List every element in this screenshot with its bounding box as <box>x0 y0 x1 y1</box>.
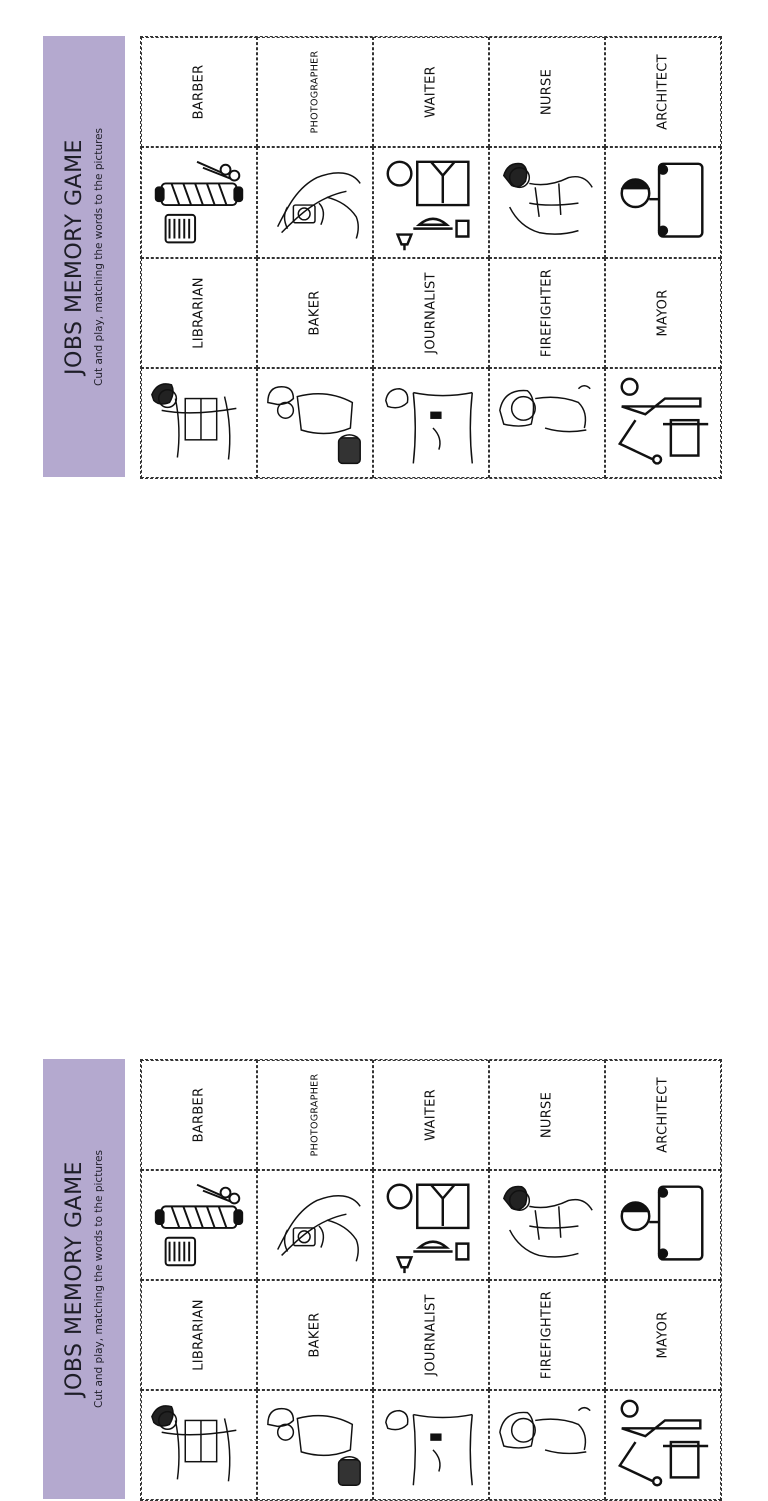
baker-cake-icon <box>258 1391 372 1499</box>
barber-pole-scissors-comb-icon <box>142 148 256 256</box>
word-nurse: NURSE <box>539 1091 555 1139</box>
picture-card-journalist[interactable] <box>373 368 489 478</box>
word-card-architect[interactable] <box>605 37 721 147</box>
word-mayor: MAYOR <box>655 1311 671 1359</box>
word-card-waiter[interactable] <box>373 1060 489 1170</box>
picture-card-architect[interactable] <box>605 1170 721 1280</box>
word-card-architect[interactable] <box>605 1060 721 1170</box>
picture-card-firefighter[interactable] <box>489 1390 605 1500</box>
waiter-tray-icon <box>374 148 488 256</box>
photographer-camera-icon <box>258 1171 372 1279</box>
word-card-firefighter[interactable] <box>489 258 605 368</box>
word-firefighter: FIREFIGHTER <box>539 1290 555 1380</box>
word-journalist: JOURNALIST <box>423 271 439 354</box>
barber-pole-scissors-comb-icon <box>142 1171 256 1279</box>
journalist-icon <box>374 369 488 477</box>
word-card-nurse[interactable] <box>489 37 605 147</box>
photographer-camera-icon <box>258 148 372 256</box>
librarian-reading-icon <box>142 1391 256 1499</box>
nurse-icon <box>490 148 604 256</box>
picture-card-mayor[interactable] <box>605 368 721 478</box>
word-barber: BARBER <box>191 64 207 120</box>
picture-card-baker[interactable] <box>257 368 373 478</box>
architect-helmet-icon <box>606 148 720 256</box>
word-baker: BAKER <box>307 290 323 336</box>
word-nurse: NURSE <box>539 69 555 116</box>
title-banner <box>43 1059 125 1499</box>
picture-card-barber[interactable] <box>141 147 257 257</box>
mayor-icon <box>606 369 720 477</box>
word-firefighter: FIREFIGHTER <box>539 268 555 357</box>
picture-card-waiter[interactable] <box>373 147 489 257</box>
picture-card-photographer[interactable] <box>257 1170 373 1280</box>
word-card-baker[interactable] <box>257 1280 373 1390</box>
word-librarian: LIBRARIAN <box>191 276 207 349</box>
picture-card-waiter[interactable] <box>373 1170 489 1280</box>
architect-helmet-icon <box>606 1171 720 1279</box>
sheet-title: JOBS MEMORY GAME <box>62 138 87 375</box>
sheet-subtitle: Cut and play, matching the words to the pictures <box>93 1150 105 1408</box>
memory-sheet-bottom <box>0 512 768 1408</box>
picture-card-nurse[interactable] <box>489 1170 605 1280</box>
picture-card-mayor[interactable] <box>605 1390 721 1500</box>
waiter-tray-icon <box>374 1171 488 1279</box>
picture-card-nurse[interactable] <box>489 147 605 257</box>
word-baker: BAKER <box>307 1312 323 1358</box>
word-card-librarian[interactable] <box>141 1280 257 1390</box>
word-card-photographer[interactable] <box>257 37 373 147</box>
picture-card-barber[interactable] <box>141 1170 257 1280</box>
mayor-icon <box>606 1391 720 1499</box>
word-waiter: WAITER <box>423 1089 439 1141</box>
word-photographer: PHOTOGRAPHER <box>309 50 321 134</box>
word-card-librarian[interactable] <box>141 258 257 368</box>
word-card-mayor[interactable] <box>605 258 721 368</box>
picture-card-firefighter[interactable] <box>489 368 605 478</box>
nurse-icon <box>490 1171 604 1279</box>
librarian-reading-icon <box>142 369 256 477</box>
word-photographer: PHOTOGRAPHER <box>309 1073 321 1157</box>
title-banner <box>43 36 125 477</box>
sheet-subtitle: Cut and play, matching the words to the pictures <box>93 127 105 386</box>
word-card-mayor[interactable] <box>605 1280 721 1390</box>
word-barber: BARBER <box>191 1087 207 1143</box>
picture-card-architect[interactable] <box>605 147 721 257</box>
picture-card-librarian[interactable] <box>141 368 257 478</box>
sheet-title: JOBS MEMORY GAME <box>62 1161 87 1397</box>
word-waiter: WAITER <box>423 66 439 119</box>
card-grid <box>140 36 722 479</box>
word-card-barber[interactable] <box>141 37 257 147</box>
word-mayor: MAYOR <box>655 289 671 337</box>
firefighter-helmet-icon <box>490 369 604 477</box>
firefighter-helmet-icon <box>490 1391 604 1499</box>
word-architect: ARCHITECT <box>655 1077 671 1153</box>
word-card-firefighter[interactable] <box>489 1280 605 1390</box>
word-card-barber[interactable] <box>141 1060 257 1170</box>
word-architect: ARCHITECT <box>655 54 671 131</box>
word-journalist: JOURNALIST <box>423 1294 439 1376</box>
card-grid <box>140 1059 722 1501</box>
word-card-journalist[interactable] <box>373 258 489 368</box>
memory-sheet-top <box>0 0 768 512</box>
journalist-icon <box>374 1391 488 1499</box>
word-card-waiter[interactable] <box>373 37 489 147</box>
picture-card-librarian[interactable] <box>141 1390 257 1500</box>
picture-card-baker[interactable] <box>257 1390 373 1500</box>
word-card-baker[interactable] <box>257 258 373 368</box>
picture-card-photographer[interactable] <box>257 147 373 257</box>
baker-cake-icon <box>258 369 372 477</box>
word-card-nurse[interactable] <box>489 1060 605 1170</box>
word-card-photographer[interactable] <box>257 1060 373 1170</box>
word-card-journalist[interactable] <box>373 1280 489 1390</box>
word-librarian: LIBRARIAN <box>191 1299 207 1371</box>
picture-card-journalist[interactable] <box>373 1390 489 1500</box>
